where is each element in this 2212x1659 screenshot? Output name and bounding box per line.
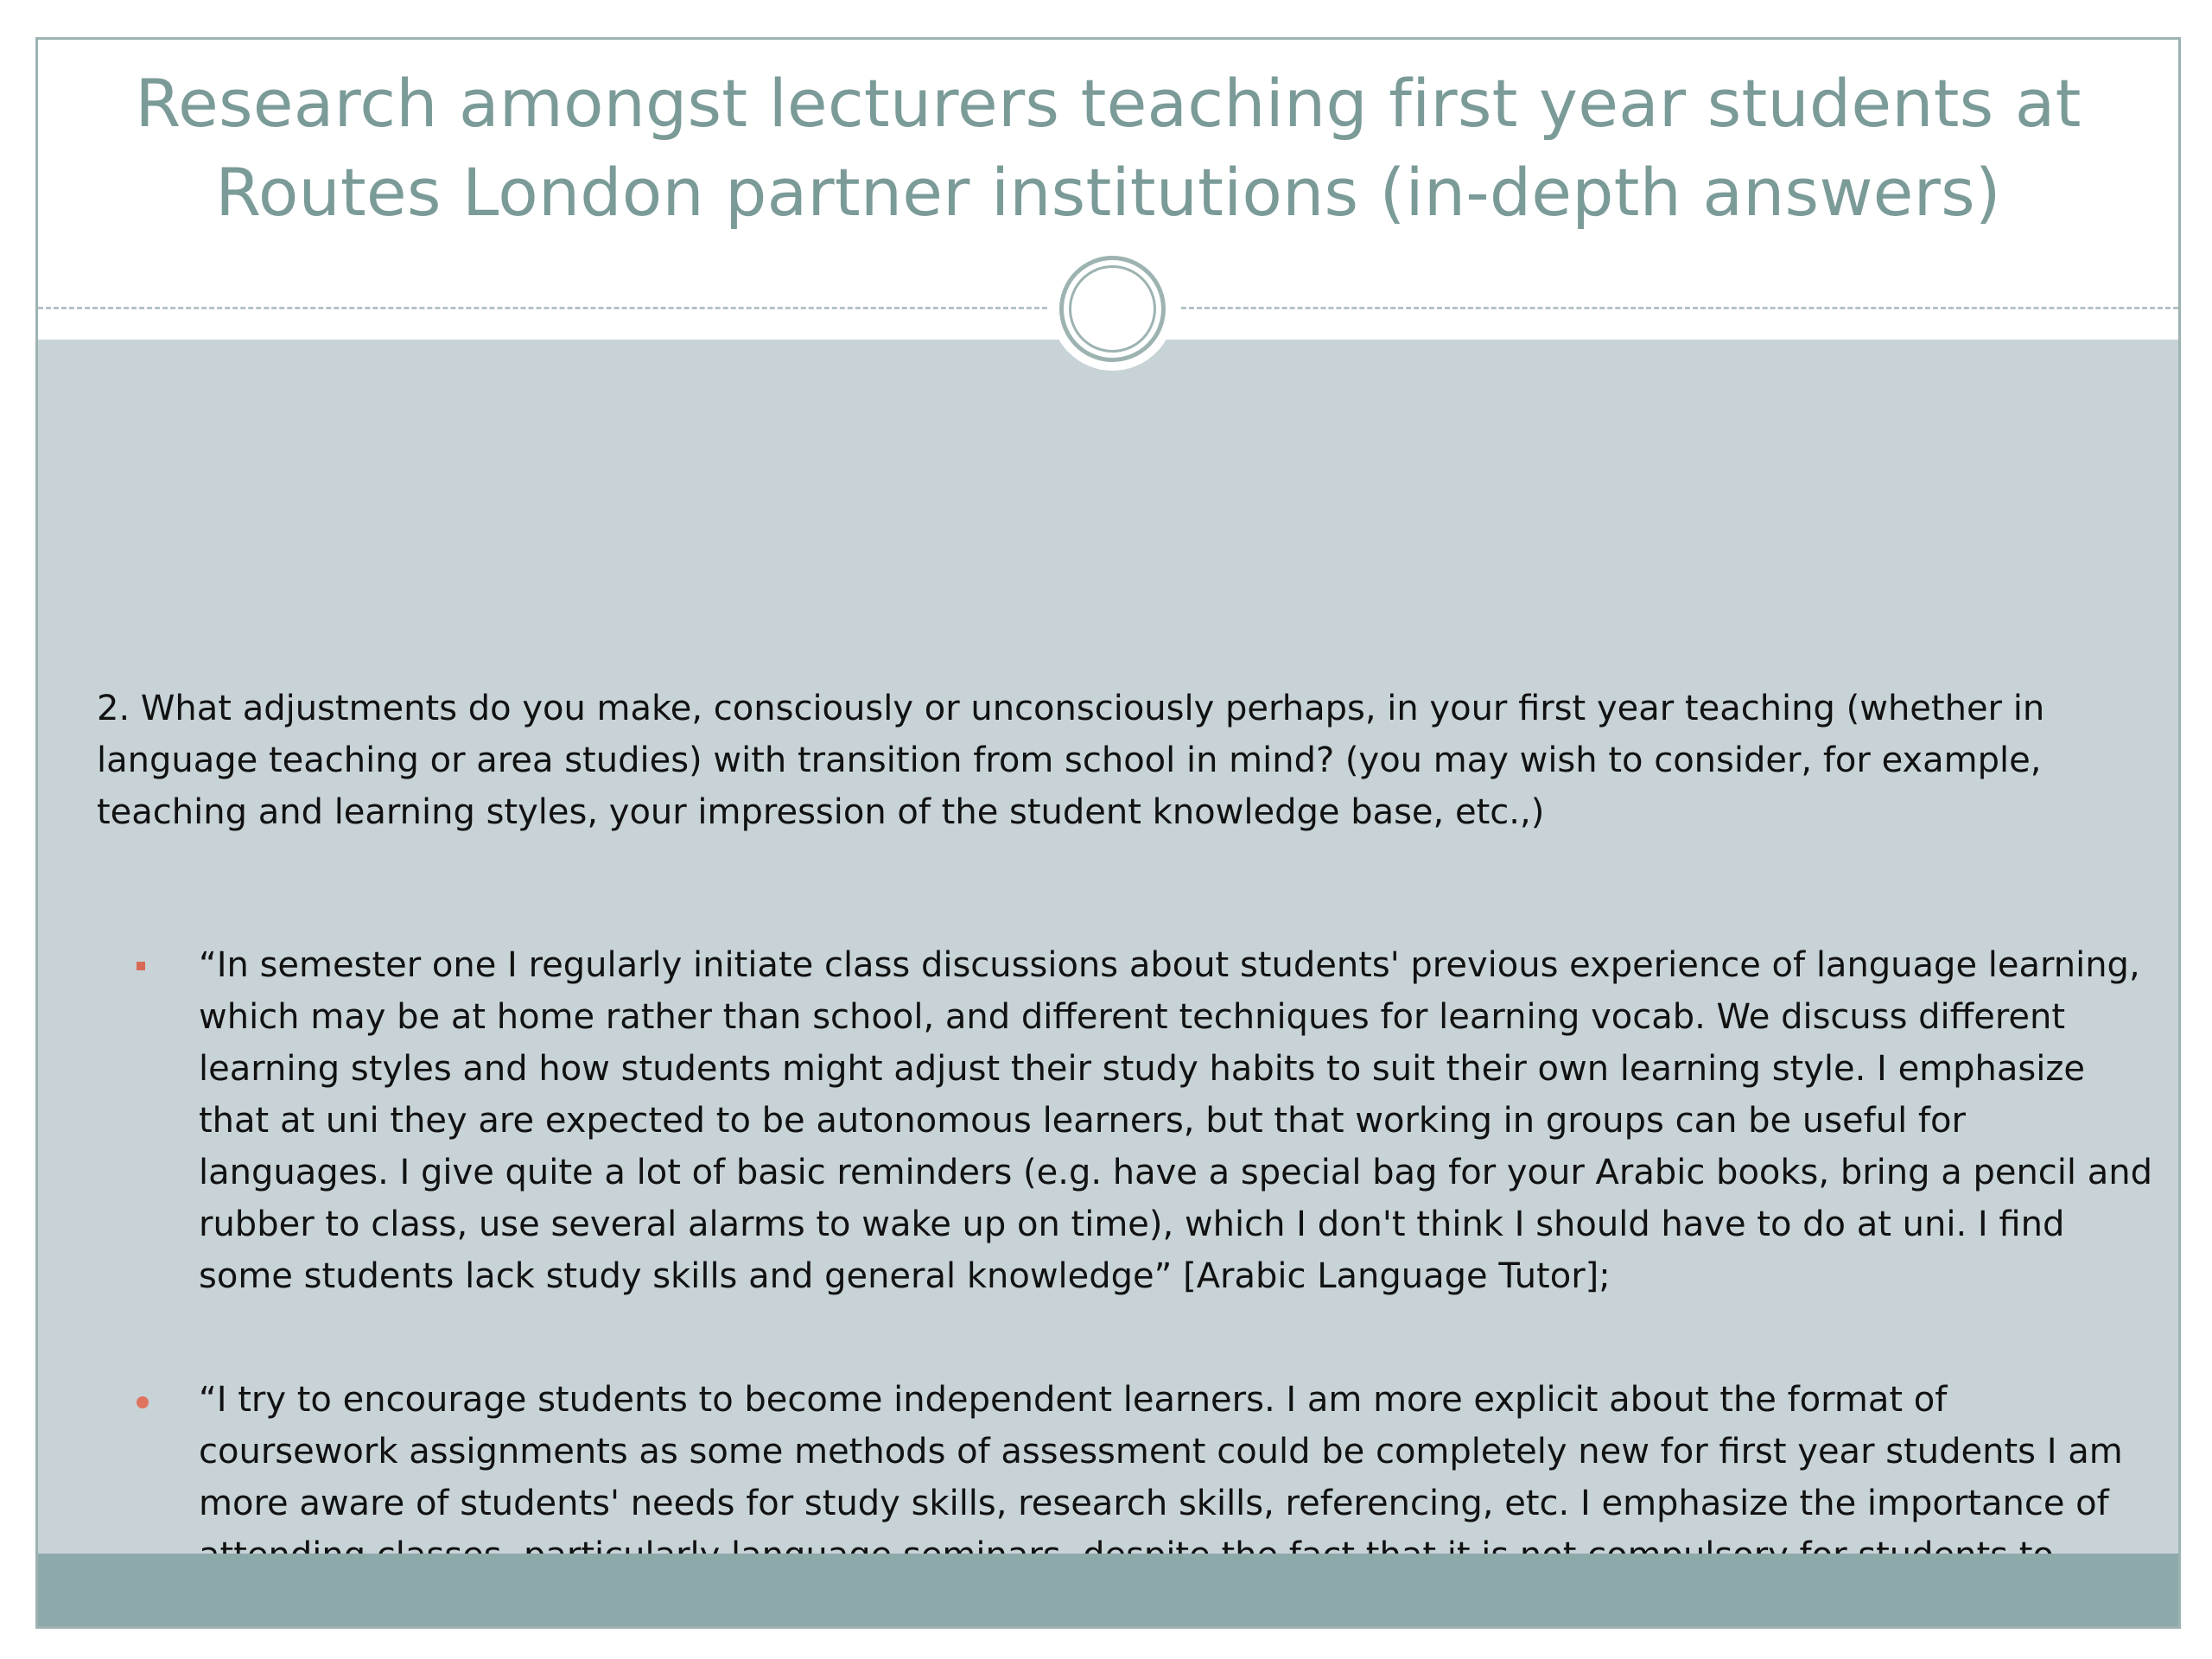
footer-bar — [38, 1554, 2178, 1629]
divider-circle-ornament — [1051, 247, 1174, 371]
inner-ring-icon — [1069, 265, 1156, 353]
divider-line-left — [38, 307, 1047, 309]
slide-title: Research amongst lecturers teaching first year students at Routes London partner institutions (in-depth answers) — [135, 65, 2082, 231]
quote-text: “In semester one I regularly initiate class discussions about students' previous experience of language learning, which may be at home rather than school, and different techniques for learning vocab. We discuss different learning styles and how students might adjust their study habits to suit their own learning style. I emphasize that at uni they are expected to be autonomous learners, but that working in groups can be useful for languages. I give quite a lot of basic reminders (e.g. have a special bag for your Arabic books, bring a pencil and rubber to class, use several alarms to wake up on time), which I don't think I should have to do at uni. I find some students lack study skills and general knowledge” [Arabic Language Tutor]; — [199, 945, 2152, 1296]
content-area — [38, 340, 2178, 1554]
slide — [35, 37, 2181, 1629]
question-text: 2. What adjustments do you make, consciously or unconsciously perhaps, in your first year teaching (whether in language teaching or area studies) with transition from school in mind? (you may wish to consider, for example, teaching and learning styles, your impression of the student knowledge base, etc.,) — [97, 689, 2045, 832]
dot-bullet-icon — [137, 1396, 149, 1408]
divider-line-right — [1181, 307, 2178, 309]
quote-text: “I try to encourage students to become independent learners. I am more explicit about the format of coursework assignments as some methods of assessment could be completely new for first year students I am more aware of students' needs for study skills, research skills, referencing, etc. I emphasize the importance of — [199, 1380, 2123, 1523]
square-bullet-icon — [137, 962, 145, 970]
